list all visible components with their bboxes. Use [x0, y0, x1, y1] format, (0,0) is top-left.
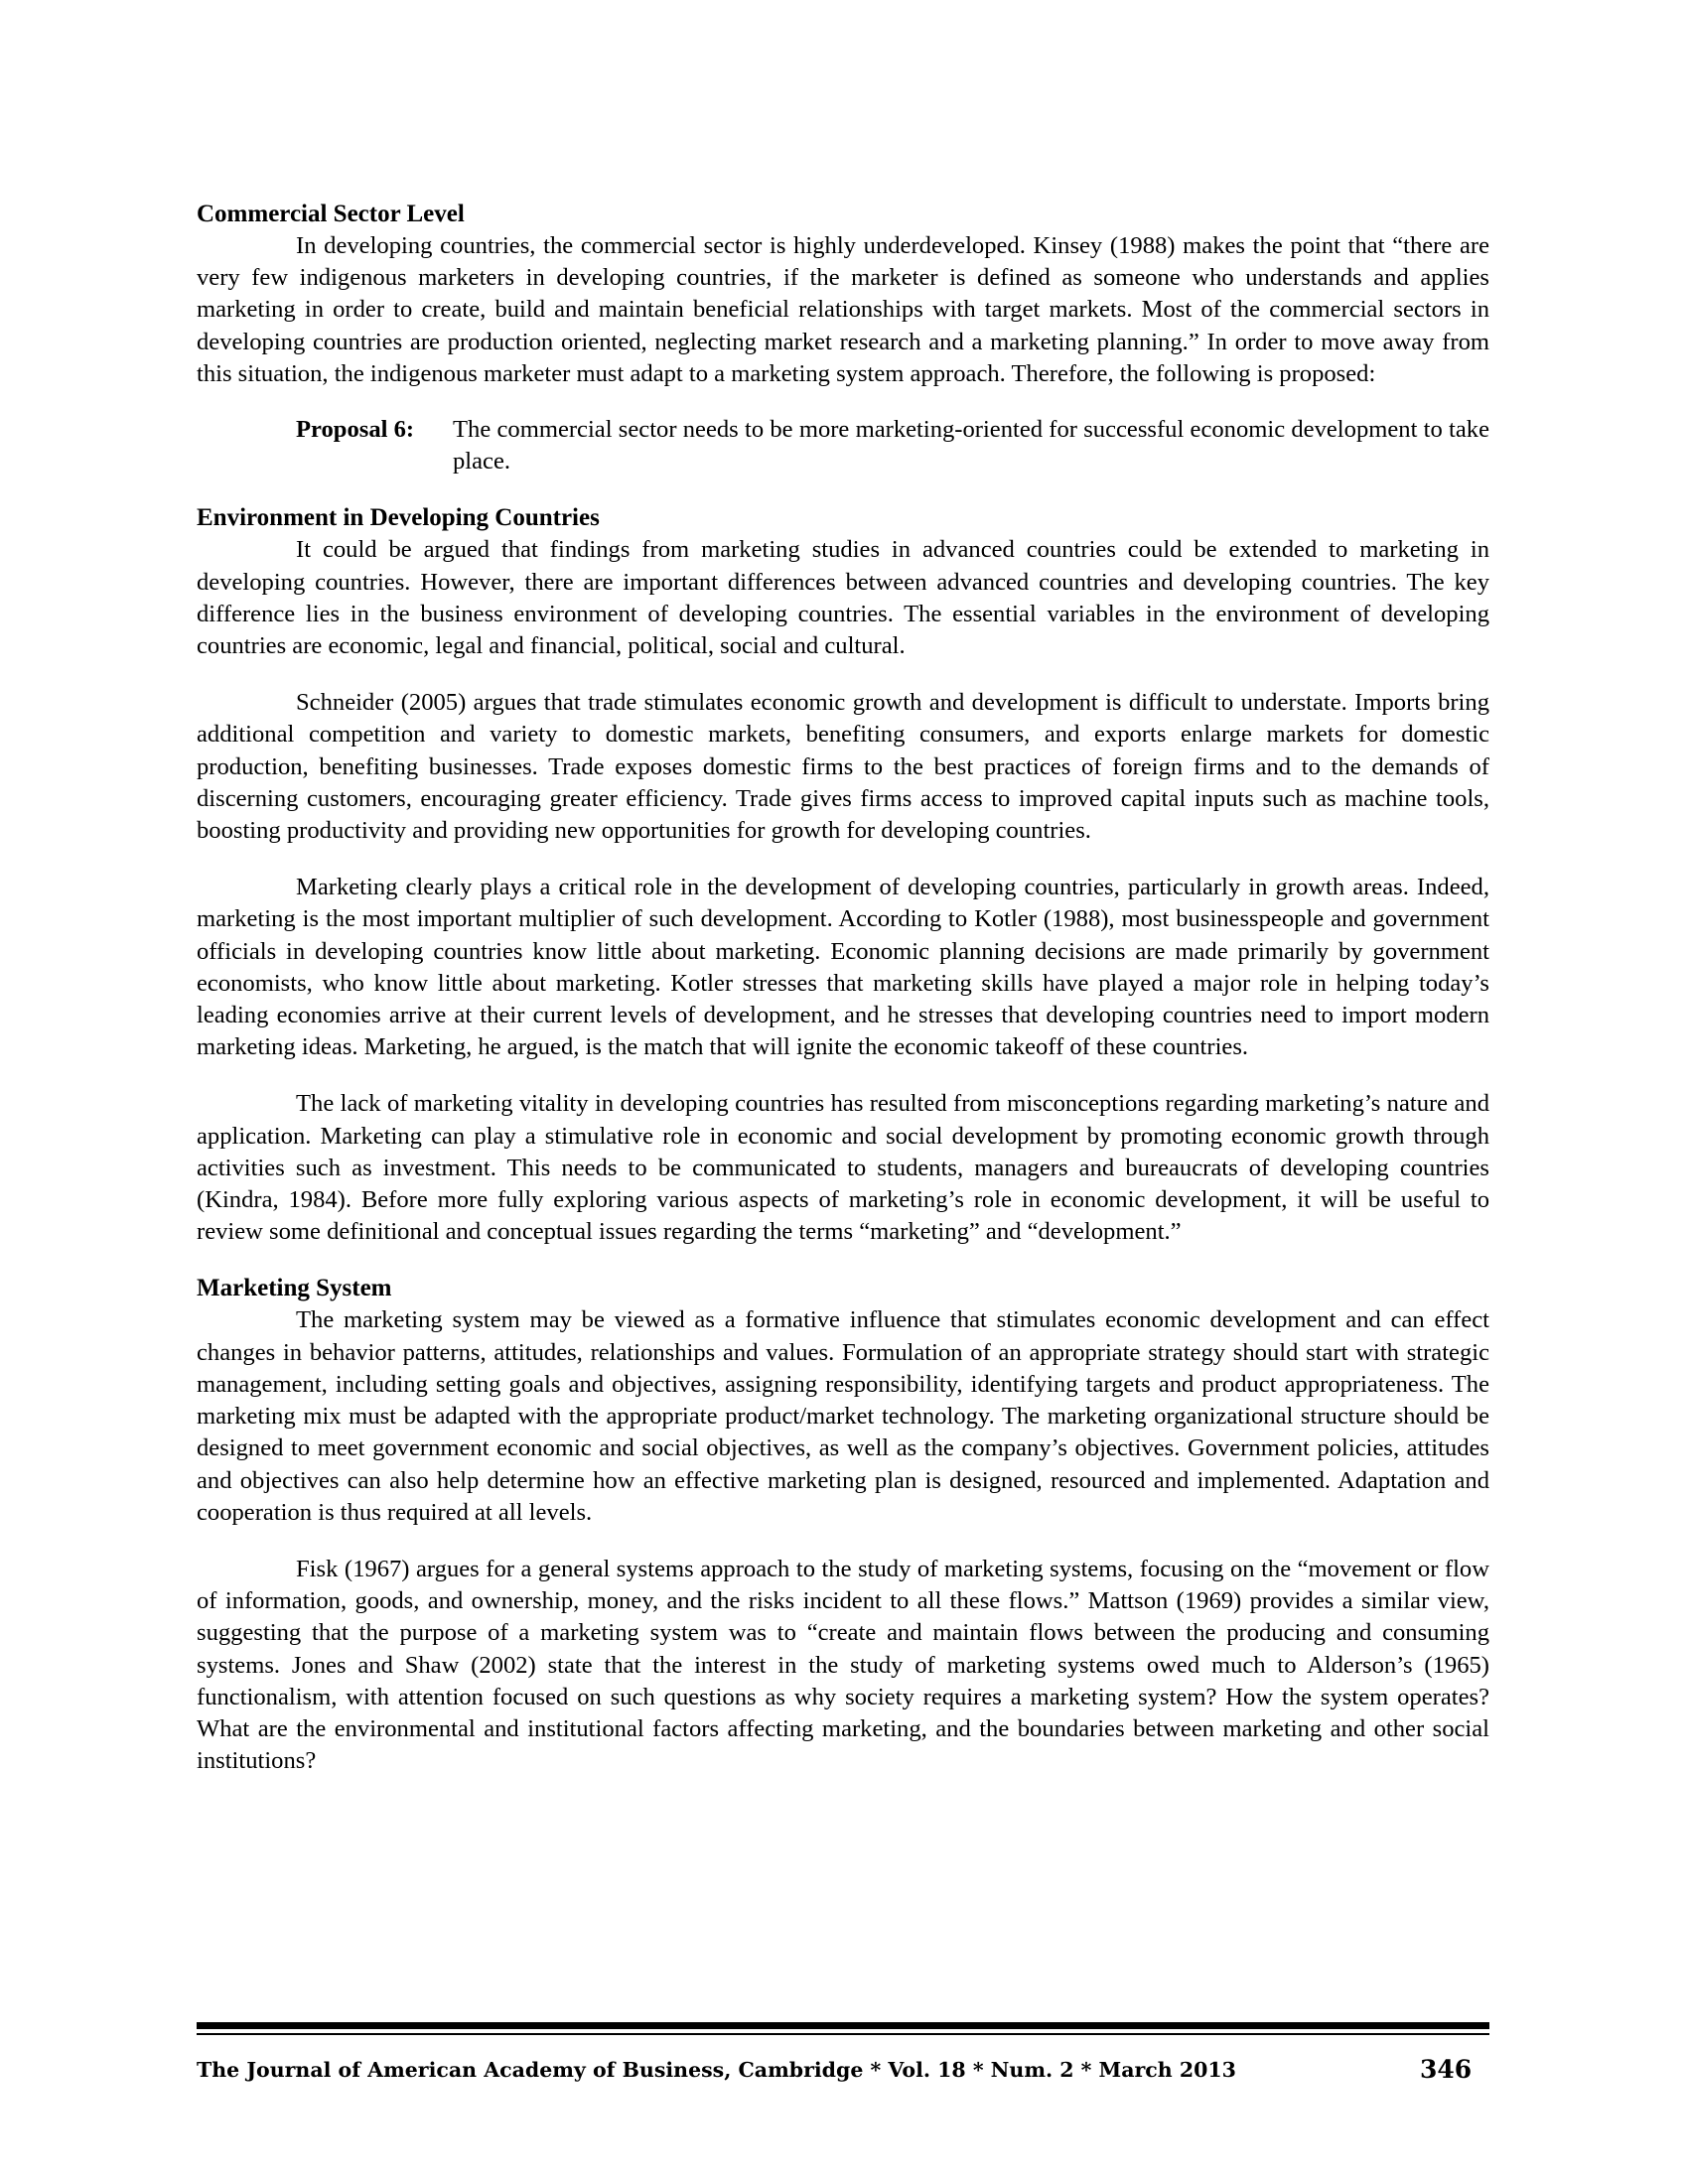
proposal-block — [296, 414, 1489, 478]
paragraph: In developing countries, the commercial sector is highly underdeveloped. Kinsey (1988) makes the point that “there are very few indigenous marketers in developing countries, if the marketer is defined as someone who understands and applies marketing in order to create, build and maintain beneficial relationships with target markets. Most of the commercial sectors in developing countries are production oriented, neglecting market research and a marketing planning.” In order to move away from this situation, the indigenous marketer must adapt to a marketing system approach. Therefore, the following is proposed: — [197, 232, 1489, 387]
paragraph: Marketing clearly plays a critical role in the development of developing countries, particularly in growth areas. Indeed, marketing is the most important multiplier of such development. According to Kotler (1988), most businesspeople and government officials in developing countries know little about marketing. Economic planning decisions are made primarily by government economists, who know little about marketing. Kotler stresses that marketing skills have played a major role in helping today’s leading economies arrive at their current levels of development, and he stresses that developing countries need to import modern marketing ideas. Marketing, he argued, is the match that will ignite the economic takeoff of these countries. — [197, 874, 1489, 1061]
paragraph: Schneider (2005) argues that trade stimulates economic growth and development is difficult to understate. Imports bring additional competition and variety to domestic markets, benefiting consumers, and exports enlarge markets for domestic production, benefiting businesses. Trade exposes domestic firms to the best practices of foreign firms and to the demands of discerning customers, encouraging greater efficiency. Trade gives firms access to improved capital inputs such as machine tools, boosting productivity and providing new opportunities for growth for developing countries. — [197, 689, 1489, 845]
page-number: 346 — [1420, 2055, 1473, 2084]
section-marketing-system — [197, 1273, 1489, 1777]
paragraph: Fisk (1967) argues for a general systems approach to the study of marketing systems, focusing on the “movement or flow of information, goods, and ownership, money, and the risks incident to all these flows.” Mattson (1969) provides a similar view, suggesting that the purpose of a marketing system was to “create and maintain flows between the producing and consuming systems. Jones and Shaw (2002) state that the interest in the study of marketing systems owed much to Alderson’s (1965) functionalism, with attention focused on such questions as why society requires a marketing system? How the system operates? What are the environmental and institutional factors affecting marketing, and the boundaries between marketing and other social institutions? — [197, 1555, 1489, 1775]
page-footer — [197, 2055, 1489, 2085]
footer-journal-citation: The Journal of American Academy of Business, Cambridge * Vol. 18 * Num. 2 * March 2013 — [197, 2058, 1236, 2082]
section-environment — [197, 502, 1489, 1248]
section-heading-commercial-sector: Commercial Sector Level — [197, 201, 465, 227]
page-body — [197, 199, 1489, 1777]
proposal-label: Proposal 6: — [296, 416, 415, 444]
paragraph: The lack of marketing vitality in developing countries has resulted from misconceptions regarding marketing’s nature and application. Marketing can play a stimulative role in economic and social development by promoting economic growth through activities such as investment. This needs to be communicated to students, managers and bureaucrats of developing countries (Kindra, 1984). Before more fully exploring various aspects of marketing’s role in economic development, it will be useful to review some definitional and conceptual issues regarding the terms “marketing” and “development.” — [197, 1090, 1489, 1246]
footer-rule — [197, 2022, 1489, 2029]
section-heading-marketing-system: Marketing System — [197, 1275, 392, 1302]
footer-rule — [197, 2033, 1489, 2035]
paragraph: It could be argued that findings from marketing studies in advanced countries could be extended to marketing in developing countries. However, there are important differences between advanced countries and developing countries. The key difference lies in the business environment of developing countries. The essential variables in the environment of developing countries are economic, legal and financial, political, social and cultural. — [197, 536, 1489, 660]
paragraph: The marketing system may be viewed as a formative influence that stimulates economic development and can effect changes in behavior patterns, attitudes, relationships and values. Formulation of an appropriate strategy should start with strategic management, including setting goals and objectives, assigning responsibility, identifying targets and product appropriateness. The marketing mix must be adapted with the appropriate product/market technology. The marketing organizational structure should be designed to meet government economic and social objectives, as well as the company’s objectives. Government policies, attitudes and objectives can also help determine how an effective marketing plan is designed, resourced and implemented. Adaptation and cooperation is thus required at all levels. — [197, 1306, 1489, 1526]
proposal-text: The commercial sector needs to be more marketing-oriented for successful economic development to take place. — [453, 416, 1489, 476]
section-heading-environment: Environment in Developing Countries — [197, 504, 600, 532]
